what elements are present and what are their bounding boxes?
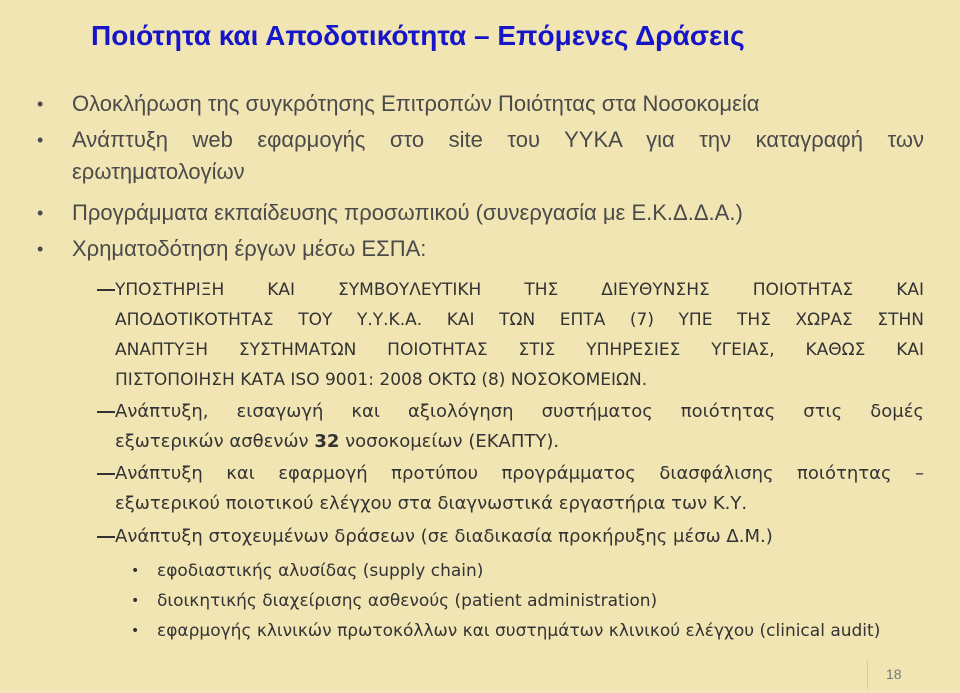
sub-item-line: ΠΙΣΤΟΠΟΙΗΣΗ ΚΑΤΑ ISO 9001: 2008 ΟΚΤΩ (8) ΝΟΣΟΚΟΜΕΙΩΝ. — [115, 370, 648, 390]
dash-icon — [97, 473, 115, 475]
sub-sub-item-clinical-audit — [131, 616, 924, 646]
sub-sub-item-supply-chain — [131, 556, 924, 586]
bullet-text-line: Ανάπτυξη web εφαρμογής στο site του ΥΥΚΑ για την καταγραφή των — [72, 127, 924, 152]
sub-item-line: εξωτερικού ποιοτικού ελέγχου στα διαγνωστικά εργαστήρια των Κ.Υ. — [115, 493, 748, 514]
bullet-text-line: ερωτηματολογίων — [72, 159, 245, 184]
dash-icon — [97, 289, 115, 291]
sub-item-targeted-actions — [115, 522, 924, 552]
sub-sub-item-text: εφοδιαστικής αλυσίδας (supply chain) — [157, 561, 484, 581]
bullet-icon: • — [37, 94, 44, 114]
bullet-text: Ολοκλήρωση της συγκρότησης Επιτροπών Ποιότητας στα Νοσοκομεία — [72, 91, 760, 116]
sub-item-line: ΑΠΟΔΟΤΙΚΟΤΗΤΑΣ ΤΟΥ Υ.Υ.Κ.Α. ΚΑΙ ΤΩΝ ΕΠΤΑ (7) ΥΠΕ ΤΗΣ ΧΩΡΑΣ ΣΤΗΝ — [115, 310, 924, 330]
dash-icon — [97, 411, 115, 413]
sub-item-line: νοσοκομείων (ΕΚΑΠΤΥ). — [339, 431, 560, 452]
sub-item-support — [115, 275, 924, 395]
bullet-icon: • — [37, 130, 44, 150]
sub-item-lab-quality — [115, 459, 924, 519]
bullet-item-training — [37, 197, 924, 229]
bullet-icon: • — [131, 623, 140, 639]
dash-icon — [97, 536, 115, 538]
slide-number: 18 — [886, 666, 902, 682]
slide-number-divider — [867, 661, 868, 689]
sub-item-line: εξωτερικών ασθενών — [115, 431, 315, 452]
bullet-text: Χρηματοδότηση έργων μέσω ΕΣΠΑ: — [72, 236, 427, 261]
bullet-icon: • — [37, 203, 44, 223]
bullet-item-web-app — [37, 124, 924, 188]
sub-item-line: Ανάπτυξη στοχευμένων δράσεων (σε διαδικασία προκήρυξης μέσω Δ.Μ.) — [115, 526, 773, 547]
hospital-count: 32 — [314, 431, 340, 452]
sub-item-line: ΥΠΟΣΤΗΡΙΞΗ ΚΑΙ ΣΥΜΒΟΥΛΕΥΤΙΚΗ ΤΗΣ ΔΙΕΥΘΥΝΣΗΣ ΠΟΙΟΤΗΤΑΣ ΚΑΙ — [115, 280, 924, 300]
sub-item-line: Ανάπτυξη και εφαρμογή προτύπου προγράμματος διασφάλισης ποιότητας – — [115, 463, 924, 484]
bullet-icon: • — [131, 563, 140, 579]
sub-sub-item-text: διοικητικής διαχείρισης ασθενούς (patient administration) — [157, 591, 658, 611]
sub-sub-item-text: εφαρμογής κλινικών πρωτοκόλλων και συστημάτων κλινικού ελέγχου (clinical audit) — [157, 621, 881, 641]
bullet-item-funding — [37, 233, 924, 265]
sub-item-line: Ανάπτυξη, εισαγωγή και αξιολόγηση συστήματος ποιότητας στις δομές — [115, 401, 924, 422]
slide-title: Ποιότητα και Αποδοτικότητα – Επόμενες Δράσεις — [91, 20, 745, 51]
sub-sub-item-patient-admin — [131, 586, 924, 616]
sub-item-line: ΑΝΑΠΤΥΞΗ ΣΥΣΤΗΜΑΤΩΝ ΠΟΙΟΤΗΤΑΣ ΣΤΙΣ ΥΠΗΡΕΣΙΕΣ ΥΓΕΙΑΣ, ΚΑΘΩΣ ΚΑΙ — [115, 340, 924, 360]
sub-item-ekaptu — [115, 397, 924, 457]
bullet-item-committees — [37, 88, 924, 120]
bullet-icon: • — [131, 593, 140, 609]
bullet-icon: • — [37, 239, 44, 259]
bullet-text: Προγράμματα εκπαίδευσης προσωπικού (συνεργασία με Ε.Κ.Δ.Δ.Α.) — [72, 200, 743, 225]
